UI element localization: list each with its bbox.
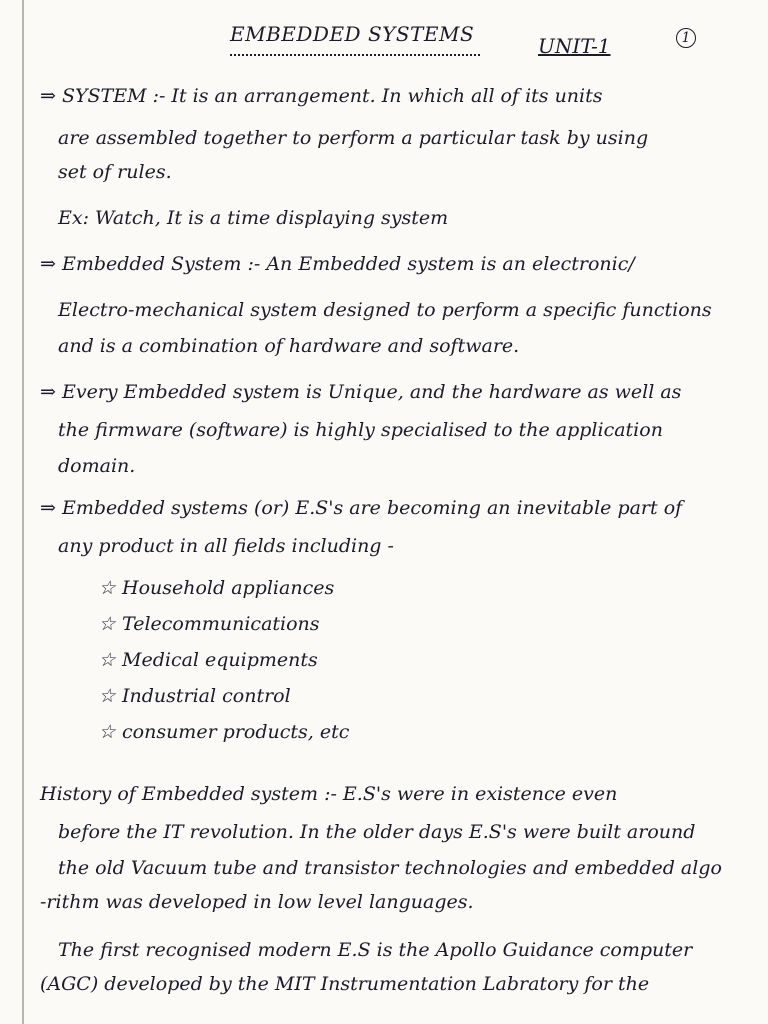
list-item-text: Household appliances: [122, 577, 335, 599]
line-8: ⇒ Every Embedded system is Unique, and the hardware as well as: [40, 381, 682, 403]
list-item: [92, 576, 768, 600]
line-17: The first recognised modern E.S is the Apollo Guidance computer: [58, 939, 693, 961]
star-icon: ☆: [98, 613, 116, 635]
line-15: the old Vacuum tube and transistor technologies and embedded algo: [58, 857, 722, 879]
list-item-text: Telecommunications: [122, 613, 320, 635]
line-11: ⇒ Embedded systems (or) E.S's are becoming an inevitable part of: [40, 497, 683, 519]
unit-label: UNIT-1: [538, 34, 611, 58]
line-10: domain.: [58, 455, 136, 477]
page-header: [0, 18, 768, 68]
list-item: [92, 684, 768, 708]
star-icon: ☆: [98, 685, 116, 707]
list-item-text: Medical equipments: [122, 649, 318, 671]
page-title: EMBEDDED SYSTEMS: [230, 22, 475, 46]
page-number: 1: [676, 28, 696, 48]
line-7: and is a combination of hardware and software.: [58, 335, 520, 357]
list-item: [92, 612, 768, 636]
line-4: Ex: Watch, It is a time displaying system: [58, 207, 449, 229]
margin-line: [22, 0, 24, 1024]
line-6: Electro-mechanical system designed to perform a specific functions: [58, 299, 712, 321]
line-12: any product in all fields including -: [58, 535, 394, 557]
line-1: ⇒ SYSTEM :- It is an arrangement. In which all of its units: [40, 85, 603, 107]
list-item-text: consumer products, etc: [122, 721, 350, 743]
star-icon: ☆: [98, 721, 116, 743]
line-18: (AGC) developed by the MIT Instrumentation Labratory for the: [40, 973, 650, 995]
list-item: [92, 648, 768, 672]
line-3: set of rules.: [58, 161, 172, 183]
star-icon: ☆: [98, 577, 116, 599]
title-underline: [230, 48, 480, 56]
line-13: History of Embedded system :- E.S's were in existence even: [40, 783, 618, 805]
line-2: are assembled together to perform a particular task by using: [58, 127, 649, 149]
line-9: the firmware (software) is highly specialised to the application: [58, 419, 663, 441]
line-5: ⇒ Embedded System :- An Embedded system is an electronic/: [40, 253, 635, 275]
star-icon: ☆: [98, 649, 116, 671]
list-item-text: Industrial control: [122, 685, 291, 707]
line-16: -rithm was developed in low level languages.: [40, 891, 474, 913]
line-14: before the IT revolution. In the older days E.S's were built around: [58, 821, 696, 843]
list-item: [92, 720, 768, 744]
